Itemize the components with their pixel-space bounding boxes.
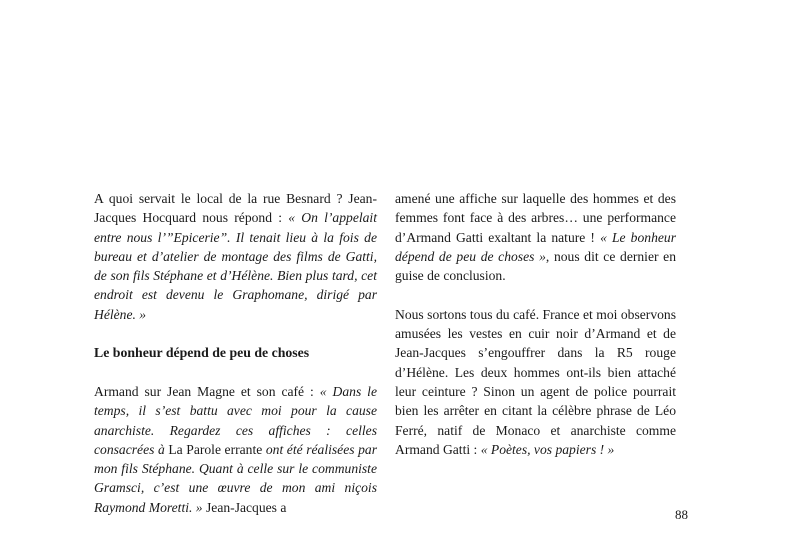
section-heading: Le bonheur dépend de peu de choses	[94, 345, 310, 361]
right-column	[395, 189, 676, 459]
title-la-parole: La Parole errante	[168, 441, 263, 457]
paragraph-affiche: amené une affiche sur laquelle des hommes et des femmes font face à des arbres… une performance d’Armand Gatti exaltant la nature ! « Le bonheur dépend de peu de choses », nous dit ce dernier en guise de conclusion.	[395, 191, 677, 284]
paragraph-local-rue-besnard: A quoi servait le local de la rue Besnard ? Jean-Jacques Hocquard nous répond : « On l’appelait entre nous l’”Epicerie”. Il tenait lieu à la fois de bureau et d’atelier de montage des films de Gatti, de son fils Stéphane et d’Hélène. Bien plus tard, cet endroit est devenu le Graphomane, dirigé par Hélène. »	[94, 191, 377, 322]
page-number: 88	[675, 507, 688, 522]
quote-bonheur: « Le bonheur dépend de peu de choses »	[395, 229, 676, 264]
quote-armand-cont: ont été réalisées par mon fils Stéphane. Quant à celle sur le communiste Gramsci, c’est une œuvre de mon ami niçois Raymond Moretti. »	[94, 441, 377, 515]
paragraph-jean-magne: Armand sur Jean Magne et son café : « Dans le temps, il s’est battu avec moi pour la cause anarchiste. Regardez ces affiches : celles consacrées à La Parole errante ont été réalisées par mon fils Stéphane. Quant à celle sur le communiste Gramsci, c’est une œuvre de mon ami niçois Raymond Moretti. » Jean-Jacques a	[94, 383, 377, 515]
quote-poetes: « Poètes, vos papiers ! »	[480, 441, 615, 457]
left-column	[94, 189, 377, 517]
quote-armand: « Dans le temps, il s’est battu avec moi pour la cause anarchiste. Regardez ces affiches : celles consacrées à	[94, 383, 377, 457]
paragraph-sortie-cafe: Nous sortons tous du café. France et moi observons amusées les vestes en cuir noir d’Armand et de Jean-Jacques s’engouffrer dans la R5 rouge d’Hélène. Les deux hommes ont-ils bien attaché leur ceinture ? Sinon un agent de police pourrait bien les arrêter en citant la célèbre phrase de Léo Ferré, natif de Monaco et anarchiste comme Armand Gatti : « Poètes, vos papiers ! »	[395, 306, 676, 457]
quote-hocquard: « On l’appelait entre nous l’”Epicerie”. Il tenait lieu à la fois de bureau et d’atelier de montage des films de Gatti, de son fils Stéphane et d’Hélène. Bien plus tard, cet endroit est devenu le Graphomane, dirigé par Hélène. »	[94, 210, 377, 322]
